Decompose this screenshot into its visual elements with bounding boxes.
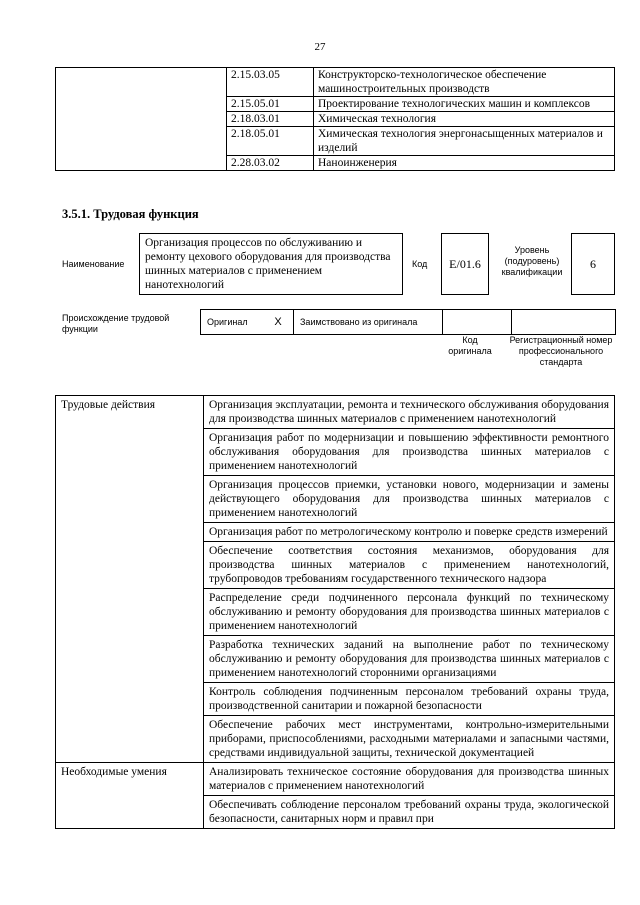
program-code: 2.18.03.01 bbox=[227, 112, 314, 127]
table-row bbox=[56, 68, 615, 97]
program-name: Конструкторско-технологическое обеспечение машиностроительных производств bbox=[314, 68, 615, 97]
function-name: Организация процессов по обслуживанию и ремонту цехового оборудования для производства шинных материалов с применением нанотехнологий bbox=[139, 233, 403, 295]
section-title: 3.5.1. Трудовая функция bbox=[62, 207, 199, 221]
program-code: 2.18.05.01 bbox=[227, 127, 314, 156]
labor-action-item: Контроль соблюдения подчиненным персоналом требований охраны труда, производственной санитарии и пожарной безопасности bbox=[204, 683, 615, 716]
origin-table bbox=[200, 309, 616, 335]
program-name: Наноинженерия bbox=[314, 156, 615, 171]
labor-action-item: Организация эксплуатации, ремонта и технического обслуживания оборудования для производства шинных материалов с применением нанотехнологий bbox=[204, 396, 615, 429]
program-code: 2.15.03.05 bbox=[227, 68, 314, 97]
actions-table bbox=[55, 395, 615, 829]
education-table bbox=[55, 67, 615, 171]
original-label: Оригинал bbox=[201, 310, 264, 335]
labor-action-item: Организация работ по модернизации и повышению эффективности ремонтного обслуживания оборудования для производства шинных материалов с применением нанотехнологий bbox=[204, 429, 615, 476]
labor-action-item: Организация процессов приемки, установки нового, модернизации и замены действующего оборудования для производства шинных материалов с применением нанотехнологий bbox=[204, 476, 615, 523]
labor-action-item: Разработка технических заданий на выполнение работ по техническому обслуживанию и ремонту оборудования для производства шинных материалов с применением нанотехнологий сторонними организациями bbox=[204, 636, 615, 683]
skill-item: Анализировать техническое состояние оборудования для производства шинных материалов с применением нанотехнологий bbox=[204, 763, 615, 796]
labor-action-item: Обеспечение рабочих мест инструментами, контрольно-измерительными приборами, приспособлениями, расходными материалами и запасными частями, средствами индивидуальной защиты, технической документацией bbox=[204, 716, 615, 763]
skill-item: Обеспечивать соблюдение персоналом требований охраны труда, экологической безопасности, санитарных норм и правил при bbox=[204, 796, 615, 829]
program-name: Химическая технология bbox=[314, 112, 615, 127]
labor-action-item: Обеспечение соответствия состояния механизмов, оборудования для производства шинных материалов с применением нанотехнологий, трубопроводов требованиям государственного технического надзора bbox=[204, 542, 615, 589]
program-name: Проектирование технологических машин и комплексов bbox=[314, 97, 615, 112]
code-label: Код bbox=[412, 259, 428, 269]
original-mark: X bbox=[263, 310, 294, 335]
page-number: 27 bbox=[314, 41, 326, 53]
table-row bbox=[56, 396, 615, 429]
code-caption: Код оригинала bbox=[448, 335, 492, 356]
blank-cell bbox=[56, 68, 227, 171]
registration-number-cell bbox=[512, 310, 616, 335]
level-label: Уровень (подуровень) квалификации bbox=[501, 245, 563, 277]
labor-action-item: Организация работ по метрологическому контролю и поверке средств измерений bbox=[204, 523, 615, 542]
program-name: Химическая технология энергонасыщенных материалов и изделий bbox=[314, 127, 615, 156]
labor-action-label: Трудовые действия bbox=[56, 396, 204, 763]
name-label: Наименование bbox=[62, 259, 125, 269]
labor-action-item: Распределение среди подчиненного персонала функций по техническому обслуживанию и ремонту оборудования для производства шинных материалов с применением нанотехнологий bbox=[204, 589, 615, 636]
program-code: 2.15.05.01 bbox=[227, 97, 314, 112]
borrowed-label: Заимствовано из оригинала bbox=[294, 310, 443, 335]
origin-label: Происхождение трудовой функции bbox=[62, 313, 170, 334]
original-code-cell bbox=[443, 310, 512, 335]
table-row bbox=[56, 763, 615, 796]
skill-label: Необходимые умения bbox=[56, 763, 204, 829]
registration-caption: Регистрационный номер профессионального стандарта bbox=[509, 335, 613, 367]
qualification-level: 6 bbox=[571, 233, 615, 295]
program-code: 2.28.03.02 bbox=[227, 156, 314, 171]
function-code: E/01.6 bbox=[441, 233, 489, 295]
